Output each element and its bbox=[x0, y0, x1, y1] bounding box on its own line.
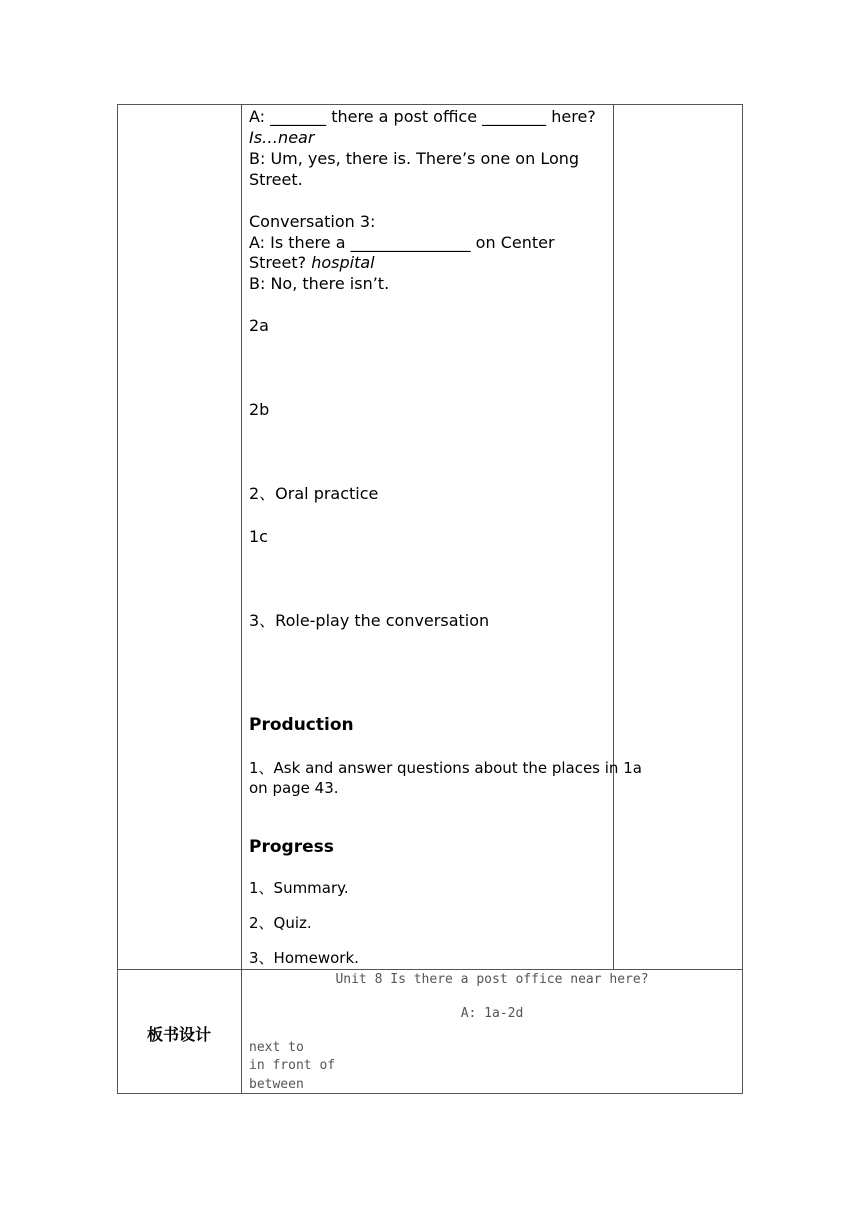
board-word-in-front-of: in front of bbox=[249, 1058, 336, 1073]
role-play: 3、Role-play the conversation bbox=[249, 611, 490, 630]
progress-item-quiz: 2、Quiz. bbox=[249, 914, 312, 932]
board-subtitle: A: 1a-2d bbox=[460, 1006, 524, 1021]
conversation2-question: A: _______ there a post office ________ here? bbox=[249, 107, 596, 126]
conversation2-answer: Is…near bbox=[249, 128, 315, 147]
board-word-next-to: next to bbox=[249, 1040, 304, 1055]
conversation3-question-line2: Street? hospital bbox=[249, 253, 375, 272]
conversation2-reply-line2: Street. bbox=[249, 170, 303, 189]
conversation3-title: Conversation 3: bbox=[249, 212, 376, 231]
row-divider bbox=[117, 969, 743, 970]
board-word-between: between bbox=[249, 1077, 304, 1092]
board-title: Unit 8 Is there a post office near here? bbox=[335, 972, 649, 987]
conversation3-reply: B: No, there isn’t. bbox=[249, 274, 390, 293]
production-item1-line1: 1、Ask and answer questions about the places in 1a bbox=[249, 759, 642, 777]
item-2a: 2a bbox=[249, 316, 269, 335]
column-divider-left bbox=[241, 104, 242, 1094]
progress-item-homework: 3、Homework. bbox=[249, 949, 359, 967]
conversation3-question-line1: A: Is there a _______________ on Center bbox=[249, 233, 555, 252]
item-2b: 2b bbox=[249, 400, 270, 419]
board-design-label: 板书设计 bbox=[146, 1025, 211, 1044]
item-1c: 1c bbox=[249, 527, 268, 546]
column-divider-right bbox=[613, 104, 614, 969]
oral-practice: 2、Oral practice bbox=[249, 484, 379, 503]
progress-item-summary: 1、Summary. bbox=[249, 879, 349, 897]
progress-heading: Progress bbox=[249, 837, 334, 857]
production-item1-line2: on page 43. bbox=[249, 779, 339, 797]
conversation2-reply-line1: B: Um, yes, there is. There’s one on Long bbox=[249, 149, 580, 168]
production-heading: Production bbox=[249, 715, 354, 735]
